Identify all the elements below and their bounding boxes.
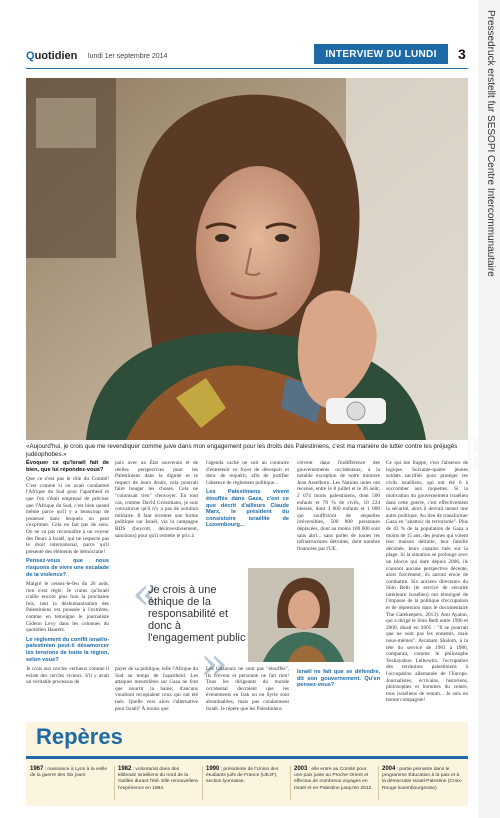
timeline-item: 1990 : présidente de l'Union des étudiants juifs de France (UEJF), section lyonnaise. (206, 766, 279, 785)
answer-text: Que ce n'est pas le rôle du Comité! C'est comme si on avait condamné l'Afrique du Sud pour l'apartheid et que l'on s'était empressé de préciser que l'Afrique du Sud, c'est bien quand même parce qu'il y a beaucoup de jeunesse dans lesquels on peut s'exprimer. Cela ne fait pas de sens. On ne va pas reconnaître à un voyeur des fleurs à Israël, qui ne respecte pas le droit international, parce qu'il présente des éléments de démocratie! (26, 476, 109, 555)
answer-text: Je crois aux cercles vertueux comme il existe des cercles vicieux. S'il y avait un véritable processus de (26, 666, 109, 686)
divider (114, 766, 115, 800)
reperes-rule (26, 756, 468, 759)
answer-text: paix avec un État souverain et de réelles perspectives pour les Palestiniens dans la dignité et le respect de leurs droits, cela pourrait faire bouger les choses. Cela ne "colonisait rien" d'envoyer. En tout cas, comme David Grossmann, je suis convaincue qu'il n'y a pas de solution militaire. Il faut inventer une forme politique sur Israël, via la campagne BDS (boycott, désinvestissement, sanctions) pour qu'il remette le prix à (115, 460, 198, 539)
timeline-item: 1982 : volontariat dans des kibboutz israéliens du nord de la Galilée durant l'été. Elle renouvellera l'expérience en 1984. (118, 766, 198, 791)
page-number: 3 (458, 46, 466, 62)
article-column-2-bottom (115, 666, 198, 720)
photo-credit: (Photo : Julien Garroy/editpress) (466, 438, 478, 477)
answer-text: crèvent dans l'indifférence des gouvernements occidentaux, à la notable exception de notre ministre Jean Asselborn. Les Nations unies ont recensé, entre le 8 juillet et le 26 août, 2 074 morts palestiniens, dont 500 enfants et 70 % de civils, 10 224 blessés, dont 3 000 enfants et 1 000 qui souffriront de séquelles irréversibles, 500 000 personnes déplacées, dont au moins 100 000 sont sans abri... sans parler de toutes les infrastructures détruites, dont nombre financées par l'UE. (297, 460, 380, 552)
question: Pensez-vous que nous risquons de vivre une escalade de la violence? (26, 558, 110, 578)
brand-logo: Quotidien (26, 50, 78, 62)
side-note: Pressedruck erstellt fur SESOPI Centre Intercommunautaire (485, 10, 496, 277)
article-column-4-top (297, 460, 380, 562)
question: Évoquer ce qu'Israël fait de bien, que lui répondez-vous? (26, 460, 109, 473)
answer-text: payer de sa politique, telle l'Afrique du Sud au temps de l'apartheid. Les attaques meurtrières sur Gaza ne font que nourrir la haine; d'aucuns voudront recopiaient ceux qui ont été tués. Quelle vers alors l'alternative pour Israël? À moins que (115, 666, 198, 712)
reperes-title: Repères (36, 724, 123, 749)
page-header (18, 40, 476, 72)
timeline-item: 2004 : partie prenante dans le programme Éducation à la paix et à la démocratie Israël-Palestine (Croix-Rouge luxembourgeoise). (382, 766, 463, 791)
divider (202, 766, 203, 800)
question: Le règlement du conflit israélo-palestinien peut-il désamorcer les tensions de toute la région, selon vous? (26, 636, 109, 663)
divider (290, 766, 291, 800)
article-column-3-top (206, 460, 289, 562)
photo-caption: «Aujourd'hui, je crois que me revendiquer comme juive dans mon engagement pour les droits des Palestiniens, c'est ma manière de lutter contre les préjugés judéophobes.» (26, 443, 458, 458)
open-quote-icon: « (132, 566, 161, 620)
issue-date: lundi 1er septembre 2014 (88, 53, 168, 60)
article-column-2-top (115, 460, 198, 562)
timeline-item: 1967 : naissance à Lyon à la veille de la guerre des Six jours (30, 766, 108, 779)
answer-text: Ce qui me frappe, c'est l'absence de logique. Soixante-quatre jeunes soldats sacrifiés pour protéger les civils israéliens, qui ont été 6 à succomber aux roquettes. Si la motivation du gouvernement israélien dans cette guerre, c'est effectivement la sécurité, alors il devrait mener une autre politique. Au lieu de transformer Gaza en "abattoir du terrorisme". Plus de 43 % de la population de Gaza a moins de 15 ans, des jeunes qui voient leur maison détruite, leur famille décimée, leurs copains tués sur la plage. Si la situation se prolonge avec un blocus qui dure depuis 2006, ils n'auront aucune perspective décente, alors forcément, ils auront envie de combattre. Six anciens directeurs du Shin Beth (le service de sécurité intérieure israélien) ont témoigné de l'impasse de la politique d'occupation et de répression dans le documentaire The Gatekeepers, 2013). Ami Ayalon, qui a dirigé le Shin Beth entre 1996 et 2000, disait en 2005 : "Il se pourrait que ne sont pas les ennemis, mais nous-mêmes". Avraham Shalom, à la tête du service de 1981 à 1986, comparait, comme le philosophe Yeshayahou Leibowitz, l'occupation des territoires palestiniens à l'occupation allemande de l'Europe. Journalistes, écrivains, historiens, philosophes et hommes du centre, tous israéliens de renom... Je suis en bonne compagnie! (386, 460, 468, 704)
answer-text: l'agenda caché ne soit au contraire d'entretenir ce foyer de désespoir et donc de requérir, afin de justifier l'absence de règlement politique... (206, 460, 289, 486)
close-quote-icon: » (200, 636, 229, 690)
article-column-1 (26, 460, 109, 710)
timeline-item: 2003 : elle entre au Comité pour une paix juste au Proche-Orient et effectue de nombreux voyages en Israël et en Palestine jusqu'en 2012. (294, 766, 373, 791)
answer-text: Malgré le cessez-le-feu du 26 août, rien n'est réglé. Je crains qu'Israël n'aille encore plus loin la prochaine fois, tant la déshumanisation des Palestiniens est poussée à l'extrême, comme en témoigne le journaliste Gideon Levy dans les colonnes du quotidien Haaretz. (26, 581, 109, 634)
section-banner: INTERVIEW DU LUNDI (314, 44, 448, 64)
article-column-3-bottom (206, 666, 289, 720)
article-column-4-bottom (297, 666, 380, 720)
reperes-box (26, 722, 468, 806)
question: Les Palestiniens vivent étouffés dans Gaza, c'est ce que décrit d'ailleurs Claude Marx, le président du consistoire israélite de Luxembourg... (206, 489, 289, 529)
question: Israël ne fait que se défendre, dit son gouvernement. Qu'en pensez-vous? (297, 669, 380, 689)
answer-text: Les Gazaouis ne sont pas "étouffés", ils crèvent et personne ne fait rien! Tous les dirigeants du monde occidental devraient que les événements en Irak ou en Syrie sont abominables, mais pas condamnent Israël. Je répète que les Palestiniens (206, 666, 289, 712)
article-column-5 (386, 460, 468, 718)
divider (378, 766, 379, 800)
inset-portrait-photo (248, 568, 354, 662)
pull-quote-text: Je crois à une éthique de la responsabilité et donc à l'engagement public (148, 584, 246, 644)
header-rule (26, 68, 468, 69)
side-strip (478, 0, 500, 818)
newspaper-page (18, 40, 476, 810)
